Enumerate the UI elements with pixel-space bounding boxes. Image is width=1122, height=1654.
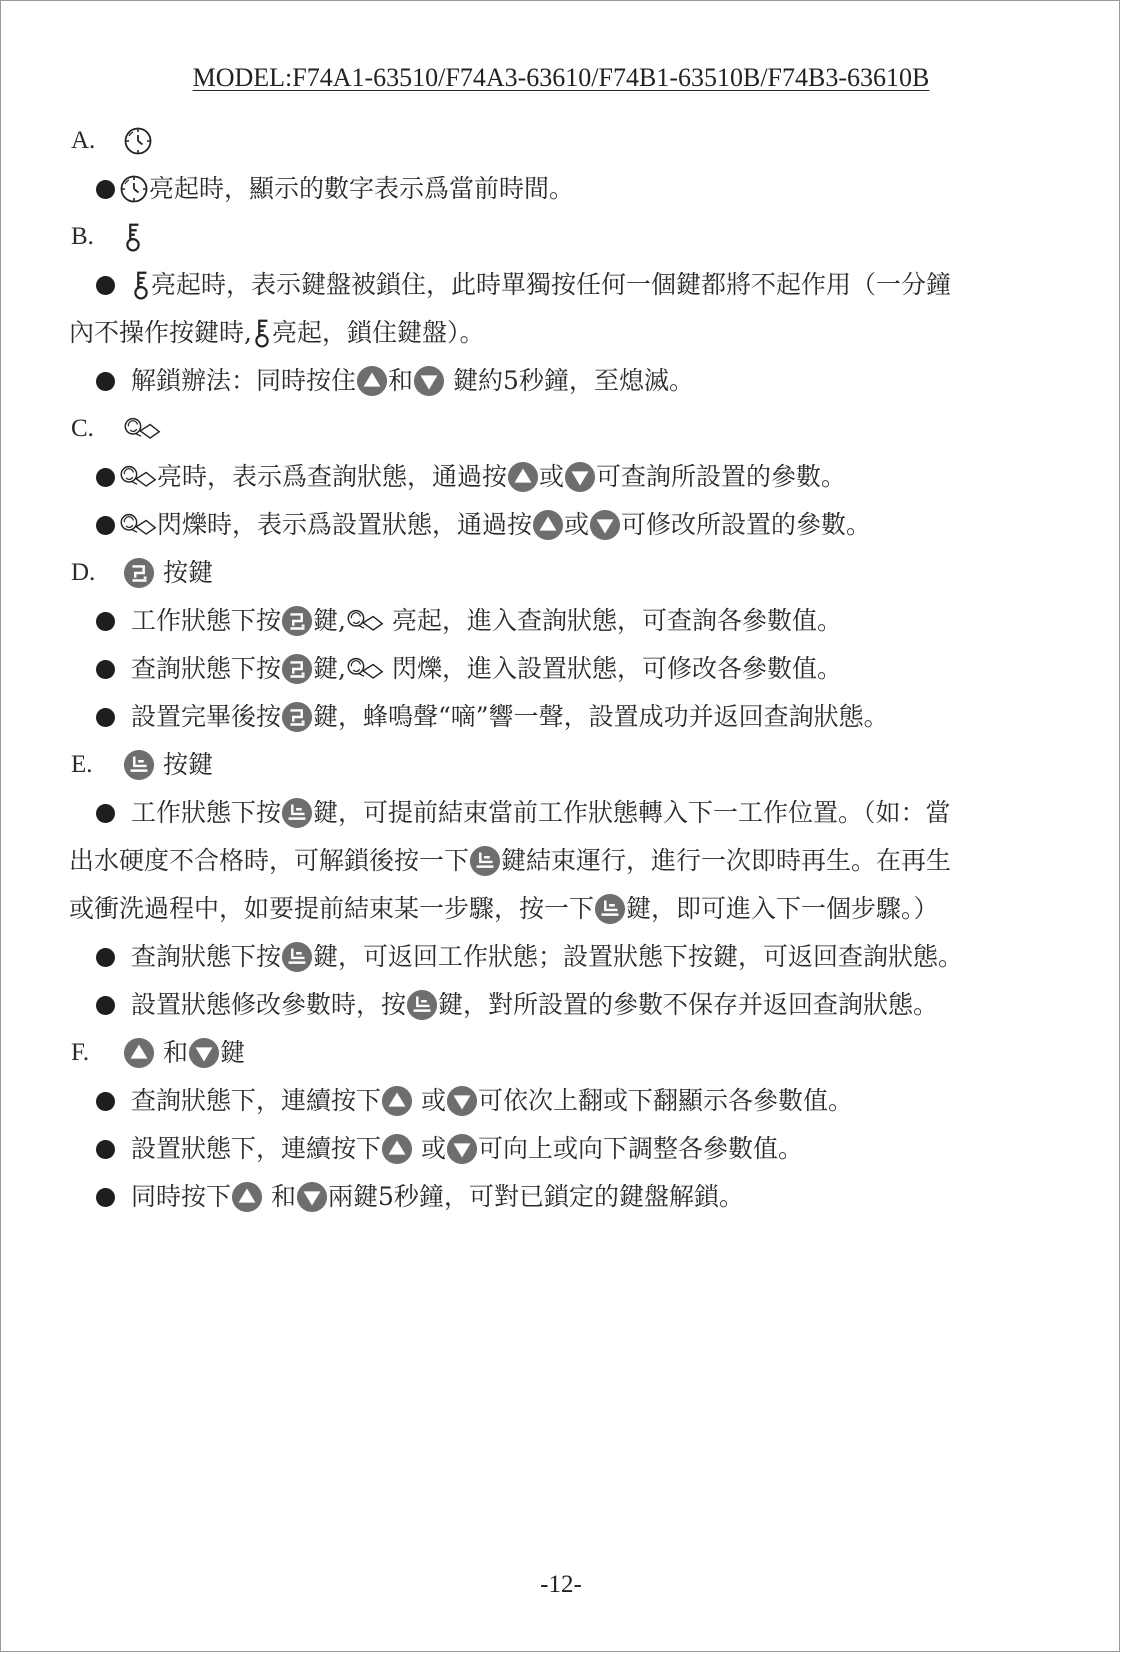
menu-key-icon: [123, 557, 155, 589]
section-label: B.: [71, 223, 94, 250]
item-text: 亮起時，表示鍵盤被鎖住，此時單獨按任何一個鍵都將不起作用（一分鐘: [151, 270, 952, 299]
bullet-icon: [96, 516, 115, 535]
query-hand-icon: [119, 511, 157, 539]
bullet-icon: [96, 1092, 115, 1111]
item-text: 亮起，鎖住鍵盤）。: [271, 318, 485, 347]
item-text: 可查詢所設置的參數。: [596, 462, 847, 491]
item-text: 亮起，進入查詢狀態，可查詢各參數值。: [391, 606, 842, 635]
lock-key-icon: [131, 270, 151, 301]
section-label: A.: [71, 127, 96, 154]
item-text: 鍵，對所設置的參數不保存并返回查詢狀態。: [438, 990, 939, 1019]
list-item: [69, 981, 1059, 1029]
bullet-icon: [96, 660, 115, 679]
query-hand-icon: [346, 607, 384, 635]
clock-icon: [119, 174, 149, 204]
item-text: 工作狀態下按: [131, 798, 282, 827]
item-text: 鍵約5秒鐘，至熄滅。: [453, 366, 694, 395]
list-item: [69, 1173, 1059, 1221]
item-text: 鍵，蜂鳴聲“嘀”響一聲，設置成功并返回查詢狀態。: [313, 702, 889, 731]
up-arrow-key-icon: [381, 1133, 413, 1165]
item-text: 查詢狀態下按: [131, 942, 282, 971]
item-text: 設置完畢後按: [131, 702, 282, 731]
section-title: 和: [163, 1038, 189, 1067]
item-text: 閃爍時，表示爲設置狀態，通過按: [157, 510, 533, 539]
item-text: 查詢狀態下按: [131, 654, 282, 683]
lock-key-icon: [252, 318, 272, 349]
item-text: 或: [539, 462, 565, 491]
item-text: 鍵結束運行，進行一次即時再生。在再生: [501, 846, 952, 875]
bullet-icon: [96, 804, 115, 823]
down-arrow-key-icon: [589, 509, 621, 541]
model-header: [1, 61, 1121, 95]
list-item-continuation: [69, 309, 1059, 357]
query-hand-icon: [346, 655, 384, 683]
item-text: 或: [421, 1086, 447, 1115]
section-a-heading: [69, 117, 1059, 165]
return-key-icon: [469, 845, 501, 877]
model-text: MODEL:F74A1-63510/F74A3-63610/F74B1-63510B/F74B3-63610B: [192, 63, 930, 92]
item-text: 解鎖辦法：同時按住: [131, 366, 357, 395]
down-arrow-key-icon: [446, 1133, 478, 1165]
item-text: 鍵，可提前結束當前工作狀態轉入下一工作位置。（如：當: [313, 798, 951, 827]
item-text: 查詢狀態下，連續按下: [131, 1086, 382, 1115]
item-text: 工作狀態下按: [131, 606, 282, 635]
item-text: 設置狀態修改參數時，按: [131, 990, 407, 1019]
section-title: 按鍵: [163, 750, 214, 779]
section-title: 鍵: [220, 1038, 246, 1067]
list-item: [69, 501, 1059, 549]
up-arrow-key-icon: [356, 365, 388, 397]
item-text: 或: [564, 510, 590, 539]
instructions-body: [69, 117, 1059, 1221]
list-item: [69, 933, 1059, 981]
return-key-icon: [281, 797, 313, 829]
section-d-heading: [69, 549, 1059, 597]
section-label: C.: [71, 415, 94, 442]
list-item: [69, 789, 1059, 837]
item-text: 同時按下: [131, 1182, 232, 1211]
query-hand-icon: [123, 415, 161, 443]
list-item: [69, 165, 1059, 213]
list-item: [69, 1125, 1059, 1173]
item-text: 或: [421, 1134, 447, 1163]
page-number: -12-: [540, 1571, 582, 1598]
section-label: F.: [71, 1039, 90, 1066]
item-text: 和: [388, 366, 414, 395]
item-text: 鍵,: [313, 654, 346, 683]
up-arrow-key-icon: [507, 461, 539, 493]
section-title: 按鍵: [163, 558, 214, 587]
bullet-icon: [96, 948, 115, 967]
section-c-heading: [69, 405, 1059, 453]
list-item: [69, 357, 1059, 405]
section-b-heading: [69, 213, 1059, 261]
list-item: [69, 261, 1059, 309]
bullet-icon: [96, 708, 115, 727]
down-arrow-key-icon: [564, 461, 596, 493]
return-key-icon: [123, 749, 155, 781]
up-arrow-key-icon: [123, 1037, 155, 1069]
bullet-icon: [96, 612, 115, 631]
item-text: 內不操作按鍵時,: [69, 318, 252, 347]
section-f-heading: [69, 1029, 1059, 1077]
item-text: 出水硬度不合格時，可解鎖後按一下: [69, 846, 470, 875]
section-label: E.: [71, 751, 93, 778]
query-hand-icon: [119, 463, 157, 491]
down-arrow-key-icon: [188, 1037, 220, 1069]
item-text: 設置狀態下，連續按下: [131, 1134, 382, 1163]
clock-icon: [123, 126, 153, 156]
list-item: [69, 1077, 1059, 1125]
list-item-continuation: [69, 885, 1059, 933]
menu-key-icon: [281, 653, 313, 685]
item-text: 亮時，表示爲查詢狀態，通過按: [157, 462, 508, 491]
bullet-icon: [96, 468, 115, 487]
return-key-icon: [406, 989, 438, 1021]
bullet-icon: [96, 276, 115, 295]
list-item: [69, 597, 1059, 645]
list-item: [69, 645, 1059, 693]
item-text: 或衝洗過程中，如要提前結束某一步驟，按一下: [69, 894, 595, 923]
item-text: 鍵,: [313, 606, 346, 635]
menu-key-icon: [281, 701, 313, 733]
lock-key-icon: [123, 222, 143, 253]
down-arrow-key-icon: [446, 1085, 478, 1117]
up-arrow-key-icon: [381, 1085, 413, 1117]
item-text: 可向上或向下調整各參數值。: [478, 1134, 804, 1163]
bullet-icon: [96, 372, 115, 391]
item-text: 鍵，即可進入下一個步驟。）: [626, 894, 939, 923]
item-text: 亮起時，顯示的數字表示爲當前時間。: [149, 174, 575, 203]
list-item: [69, 453, 1059, 501]
up-arrow-key-icon: [532, 509, 564, 541]
bullet-icon: [96, 996, 115, 1015]
bullet-icon: [96, 180, 115, 199]
item-text: 可依次上翻或下翻顯示各參數值。: [478, 1086, 854, 1115]
bullet-icon: [96, 1188, 115, 1207]
down-arrow-key-icon: [296, 1181, 328, 1213]
list-item: [69, 693, 1059, 741]
bullet-icon: [96, 1140, 115, 1159]
return-key-icon: [594, 893, 626, 925]
list-item-continuation: [69, 837, 1059, 885]
menu-key-icon: [281, 605, 313, 637]
item-text: 兩鍵5秒鐘，可對已鎖定的鍵盤解鎖。: [328, 1182, 744, 1211]
item-text: 鍵，可返回工作狀態；設置狀態下按鍵，可返回查詢狀態。: [313, 942, 964, 971]
item-text: 可修改所設置的參數。: [621, 510, 872, 539]
section-e-heading: [69, 741, 1059, 789]
return-key-icon: [281, 941, 313, 973]
down-arrow-key-icon: [413, 365, 445, 397]
up-arrow-key-icon: [231, 1181, 263, 1213]
item-text: 和: [271, 1182, 297, 1211]
section-label: D.: [71, 559, 96, 586]
item-text: 閃爍，進入設置狀態，可修改各參數值。: [391, 654, 842, 683]
